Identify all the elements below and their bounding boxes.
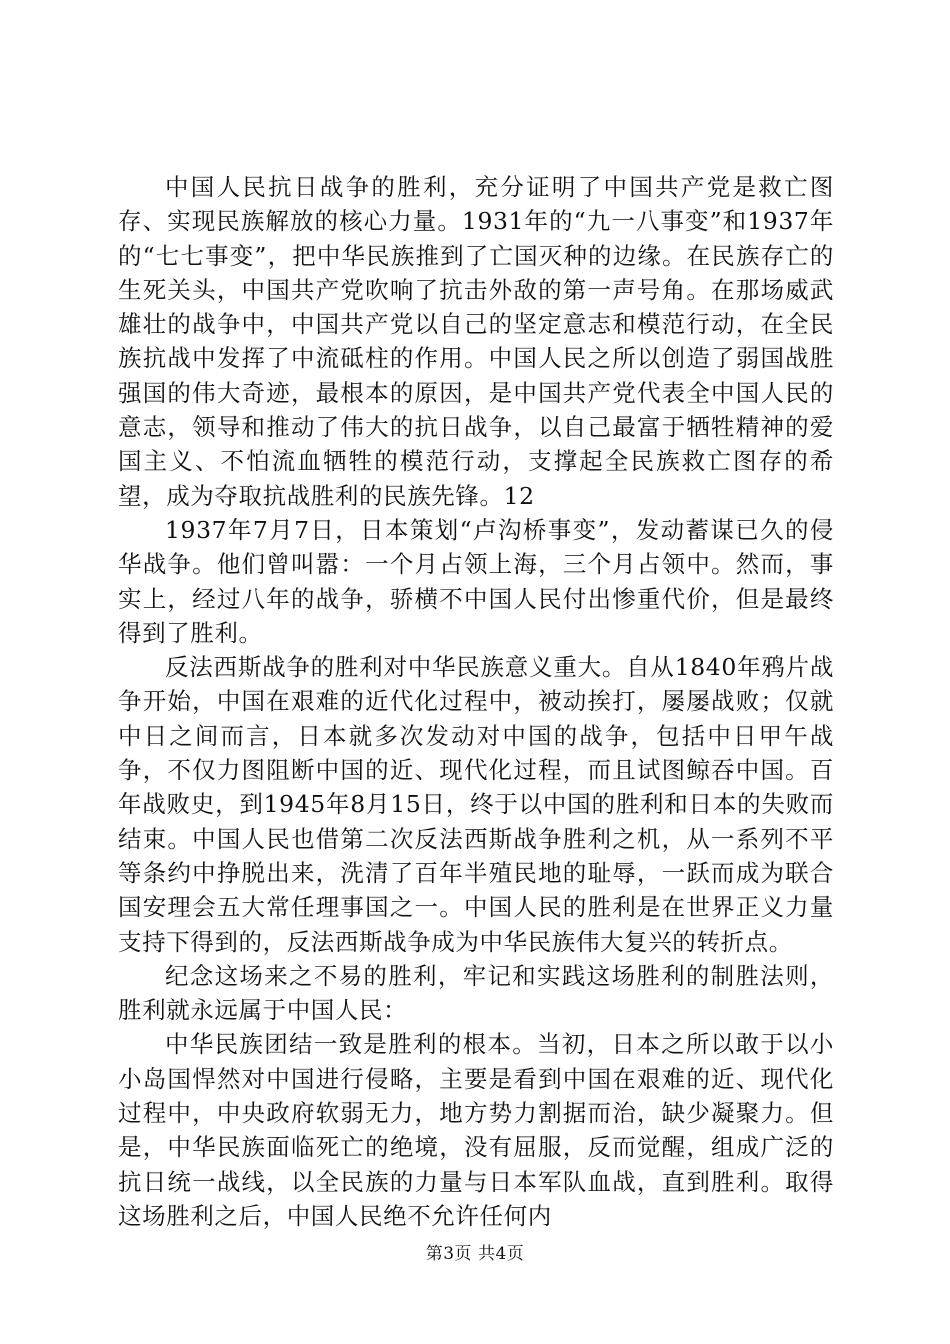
paragraph-3: 反法西斯战争的胜利对中华民族意义重大。自从1840年鸦片战争开始，中国在艰难的近代化过程中，被动挨打，屡屡战败；仅就中日之间而言，日本就多次发动对中国的战争，包括中日甲午战争，不仅力图阻断中国的近、现代化过程，而且试图鲸吞中国。百年战败史，到1945年8月15日，终于以中国的胜利和日本的失败而结束。中国人民也借第二次反法西斯战争胜利之机，从一系列不平等条约中挣脱出来，洗清了百年半殖民地的耻辱，一跃而成为联合国安理会五大常任理事国之一。中国人民的胜利是在世界正义力量支持下得到的，反法西斯战争成为中华民族伟大复兴的转折点。: [118, 653, 834, 956]
paragraph-1: 中国人民抗日战争的胜利，充分证明了中国共产党是救亡图存、实现民族解放的核心力量。1931年的“九一八事变”和1937年的“七七事变”，把中华民族推到了亡国灭种的边缘。在民族存亡的生死关头，中国共产党吹响了抗击外敌的第一声号角。在那场威武雄壮的战争中，中国共产党以自己的坚定意志和模范行动，在全民族抗战中发挥了中流砥柱的作用。中国人民之所以创造了弱国战胜强国的伟大奇迹，最根本的原因，是中国共产党代表全中国人民的意志，领导和推动了伟大的抗日战争，以自己最富于牺牲精神的爱国主义、不怕流血牺牲的模范行动，支撑起全民族救亡图存的希望，成为夺取抗战胜利的民族先锋。12: [118, 173, 834, 510]
paragraph-4: 纪念这场来之不易的胜利，牢记和实践这场胜利的制胜法则，胜利就永远属于中国人民：: [118, 961, 834, 1025]
paragraph-5: 中华民族团结一致是胜利的根本。当初，日本之所以敢于以小小岛国悍然对中国进行侵略，主要是看到中国在艰难的近、现代化过程中，中央政府软弱无力，地方势力割据而治，缺少凝聚力。但是，中华民族面临死亡的绝境，没有屈服，反而觉醒，组成广泛的抗日统一战线，以全民族的力量与日本军队血战，直到胜利。取得这场胜利之后，中国人民绝不允许任何内: [118, 1030, 834, 1230]
paragraph-2: 1937年7月7日，日本策划“卢沟桥事变”，发动蓄谋已久的侵华战争。他们曾叫嚣：一个月占领上海，三个月占领中。然而，事实上，经过八年的战争，骄横不中国人民付出惨重代价，但是最终得到了胜利。: [118, 515, 834, 647]
page-footer: 第3页 共4页: [425, 1244, 525, 1264]
body-text: [118, 170, 834, 1233]
